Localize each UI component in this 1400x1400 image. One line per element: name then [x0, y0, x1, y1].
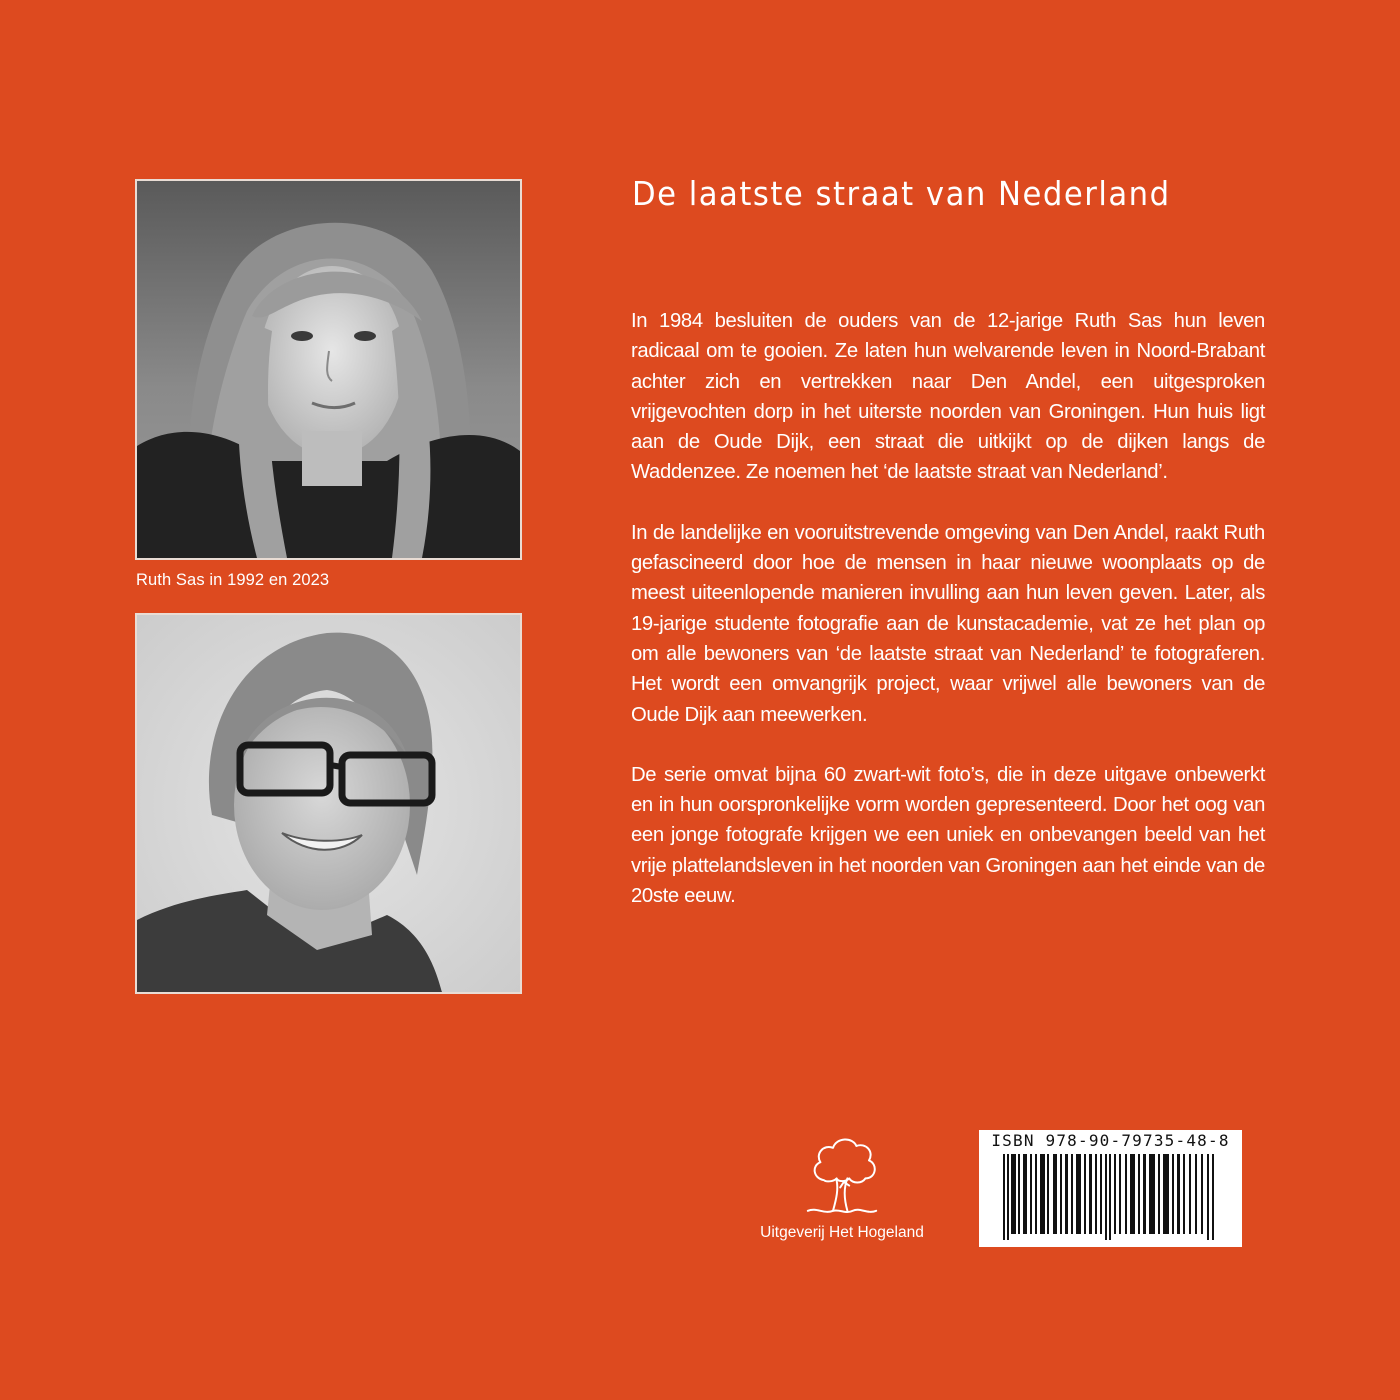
blurb: [631, 306, 1265, 941]
blurb-paragraph-2: In de landelijke en vooruitstrevende omgeving van Den Andel, raakt Ruth gefascineerd door hoe de mensen in haar nieuwe woonplaats op de meest uiteenlopende manieren invulling aan hun leven geven. Later, als 19-jarige studente fotografie aan de kunstacademie, vat ze het plan op om alle bewoners van ‘de laatste straat van Nederland’ te fotograferen. Het wordt een omvangrijk project, waar vrijwel alle bewoners van de Oude Dijk aan meewerken.: [631, 521, 1265, 726]
photo-caption: Ruth Sas in 1992 en 2023: [136, 571, 330, 589]
blurb-paragraph-3: De serie omvat bijna 60 zwart-wit foto’s, die in deze uitgave onbewerkt en in hun oorspronkelijke vorm worden gepresenteerd. Door het oog van een jonge fotografe krijgen we een uniek en onbevangen beeld van het vrije plattelandsleven in het noorden van Groningen aan het einde van de 20ste eeuw.: [631, 763, 1265, 908]
blurb-paragraph-1: In 1984 besluiten de ouders van de 12-jarige Ruth Sas hun leven radicaal om te gooien. Ze laten hun welvarende leven in Noord-Brabant achter zich en vertrekken naar Den Andel, een uitgesproken vrijgevochten dorp in het uiterste noorden van Groningen. Hun huis ligt aan de Oude Dijk, een straat die uitkijkt op de dijken langs de Waddenzee. Ze noemen het ‘de laatste straat van Nederland’.: [631, 310, 1265, 484]
author-photo-2023: [135, 613, 522, 994]
publisher-logo: [742, 1128, 942, 1242]
book-title: De laatste straat van Nederland: [632, 174, 1171, 213]
publisher-name: Uitgeverij Het Hogeland: [760, 1224, 924, 1241]
barcode-bars: [1003, 1154, 1217, 1240]
isbn-barcode: [979, 1130, 1242, 1247]
isbn-label: ISBN 978-90-79735-48-8: [991, 1131, 1230, 1150]
tree-icon: [797, 1128, 887, 1218]
portrait-1992-image: [137, 181, 520, 558]
author-photo-1992: [135, 179, 522, 560]
portrait-2023-image: [137, 615, 520, 992]
